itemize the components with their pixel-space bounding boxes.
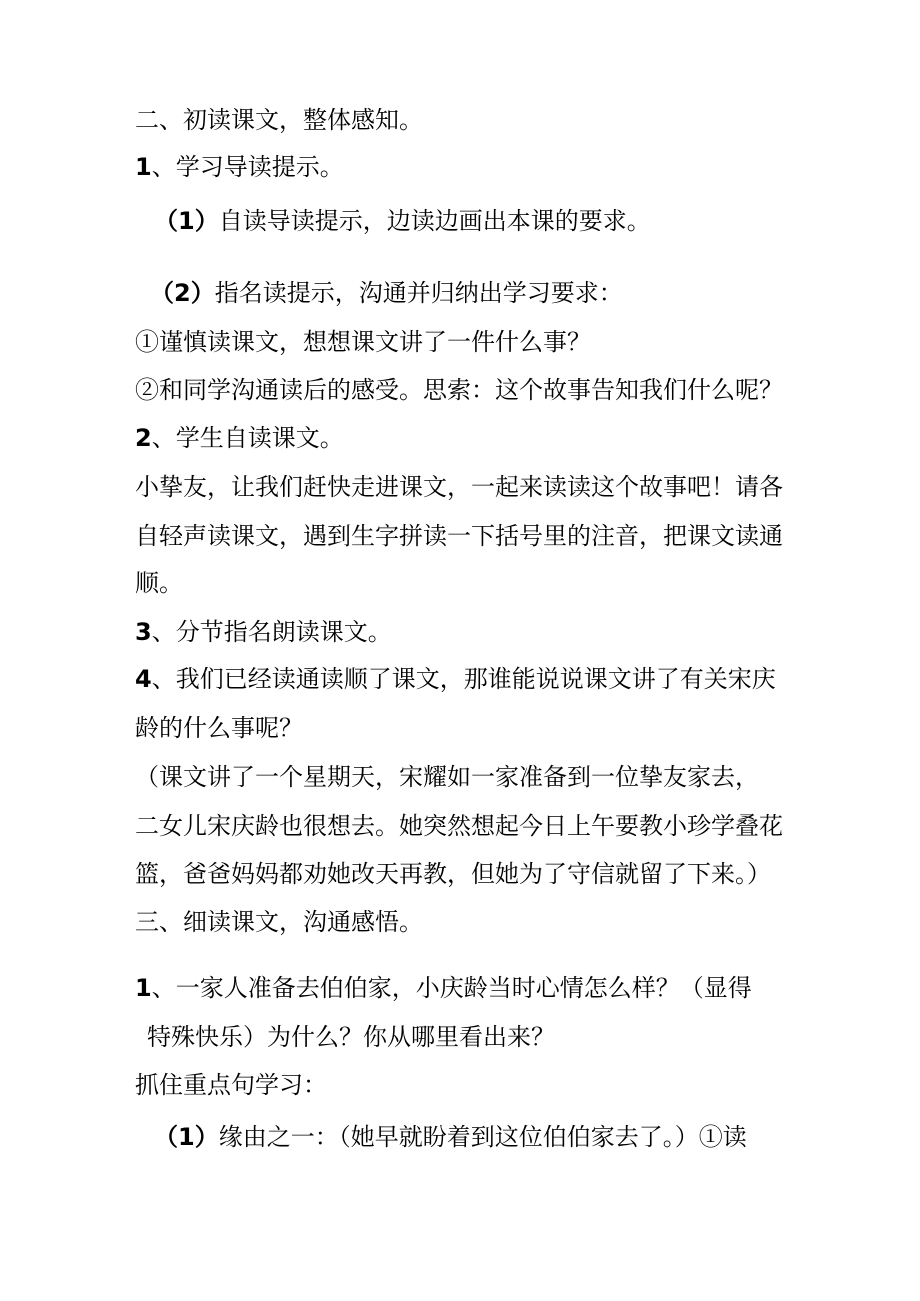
- answer-line: 篮，爸爸妈妈都劝她改天再教，但她为了守信就留了下来。）: [135, 860, 771, 888]
- section-heading-2: 二、初读课文，整体感知。: [135, 106, 423, 134]
- step-4-heading: 4、我们已经读通读顺了课文，那谁能说说课文讲了有关宋庆: [135, 665, 776, 693]
- requirement-1: ①谨慎读课文，想想课文讲了一件什么事？: [135, 328, 591, 356]
- substep-2: （2）指名读提示，沟通并归纳出学习要求：: [150, 279, 623, 307]
- step-2-heading: 2、学生自读课文。: [135, 424, 344, 452]
- paragraph-line: 龄的什么事呢？: [135, 714, 303, 742]
- question-1: 1、一家人准备去伯伯家，小庆龄当时心情怎么样？（显得: [135, 974, 752, 1002]
- section-heading-3: 三、细读课文，沟通感悟。: [135, 908, 423, 936]
- answer-line: （课文讲了一个星期天，宋耀如一家准备到一位挚友家去，: [135, 763, 759, 791]
- paragraph-line: 抓住重点句学习：: [135, 1071, 327, 1099]
- question-1-continued: 特殊快乐）为什么？你从哪里看出来？: [147, 1023, 555, 1051]
- requirement-2: ②和同学沟通读后的感受。思索：这个故事告知我们什么呢？: [135, 376, 783, 404]
- paragraph-line: 自轻声读课文，遇到生字拼读一下括号里的注音，把课文读通: [135, 522, 783, 550]
- step-3-heading: 3、分节指名朗读课文。: [135, 618, 392, 646]
- reason-1: （1）缘由之一：（她早就盼着到这位伯伯家去了。）①读: [154, 1123, 747, 1151]
- substep-1: （1）自读导读提示，边读边画出本课的要求。: [154, 207, 651, 235]
- paragraph-line: 顺。: [135, 569, 183, 597]
- answer-line: 二女儿宋庆龄也很想去。她突然想起今日上午要教小珍学叠花: [135, 812, 783, 840]
- step-1-heading: 1、学习导读提示。: [135, 153, 344, 181]
- paragraph-line: 小挚友，让我们赶快走进课文，一起来读读这个故事吧！请各: [135, 473, 783, 501]
